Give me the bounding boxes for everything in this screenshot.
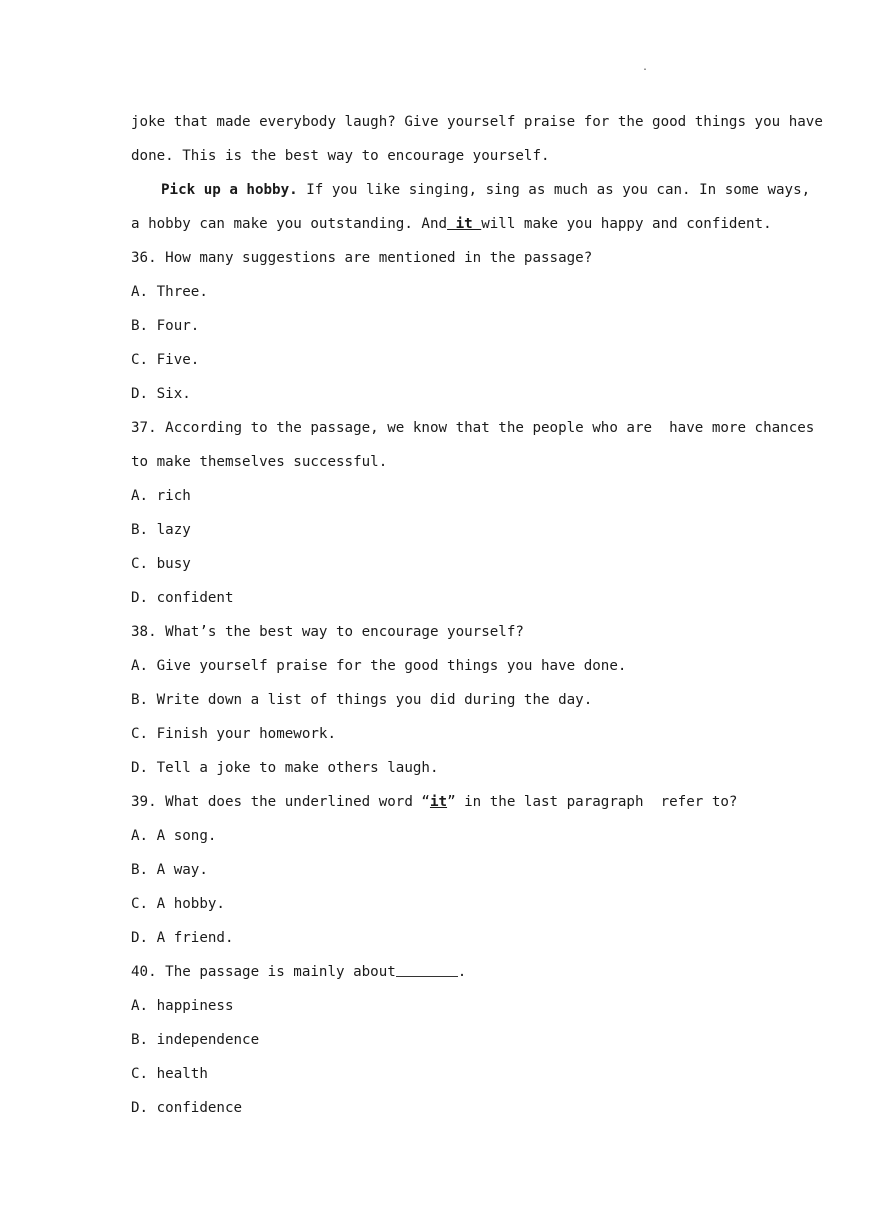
option: B. A way. (131, 862, 208, 878)
answer-blank (396, 962, 458, 977)
question-text: 40. The passage is mainly about (131, 964, 396, 980)
question-stem: to make themselves successful. (131, 454, 388, 470)
underlined-word: it (429, 794, 448, 810)
option: A. A song. (131, 828, 217, 844)
underlined-word: it (447, 216, 482, 232)
question-stem: 36. How many suggestions are mentioned in the passage? (131, 250, 593, 266)
question-stem: 38. What’s the best way to encourage yourself? (131, 624, 524, 640)
option: D. confidence (131, 1100, 243, 1116)
passage-text: If you like singing, sing as much as you can. In some ways, (297, 182, 811, 198)
option: C. Finish your homework. (131, 726, 336, 742)
header-dot: . (642, 62, 649, 73)
passage-text: a hobby can make you outstanding. And (131, 216, 448, 232)
paragraph-hobby-line-2 (131, 207, 772, 241)
option: C. Five. (131, 352, 200, 368)
option: A. Three. (131, 284, 208, 300)
option: C. health (131, 1066, 208, 1082)
passage-line: done. This is the best way to encourage yourself. (131, 148, 550, 164)
question-stem: 37. According to the passage, we know that the people who are have more chances (131, 420, 815, 436)
question-stem (131, 785, 741, 819)
question-text: 39. What does the underlined word “ (131, 794, 430, 810)
option: D. Six. (131, 386, 191, 402)
option: D. A friend. (131, 930, 234, 946)
option: D. confident (131, 590, 234, 606)
option: B. Four. (131, 318, 200, 334)
document-body (131, 105, 823, 1125)
paragraph-heading: Pick up a hobby. (161, 182, 298, 198)
passage-line: joke that made everybody laugh? Give yourself praise for the good things you have (131, 114, 823, 130)
option: C. A hobby. (131, 896, 225, 912)
option: A. rich (131, 488, 191, 504)
question-text: ” in the last paragraph refer to? (447, 794, 738, 810)
option: C. busy (131, 556, 191, 572)
option: A. happiness (131, 998, 234, 1014)
option: B. lazy (131, 522, 191, 538)
paragraph-hobby-line-1 (131, 173, 811, 207)
question-text: . (457, 964, 467, 980)
question-stem (131, 955, 741, 989)
option: B. Write down a list of things you did during the day. (131, 692, 593, 708)
option: D. Tell a joke to make others laugh. (131, 760, 439, 776)
passage-text: will make you happy and confident. (481, 216, 772, 232)
option: B. independence (131, 1032, 260, 1048)
option: A. Give yourself praise for the good things you have done. (131, 658, 627, 674)
